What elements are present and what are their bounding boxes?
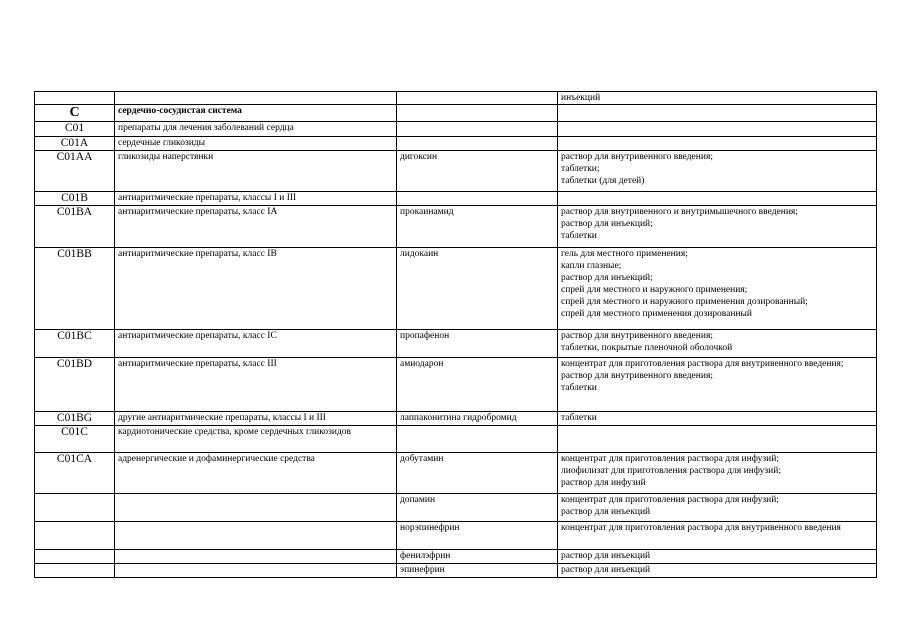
- group-name-cell: антиаритмические препараты, класс IC: [115, 330, 397, 358]
- dosage-forms-cell: [558, 192, 877, 206]
- group-name-cell: антиаритмические препараты, класс IA: [115, 206, 397, 248]
- dosage-form-line: раствор для инфузий: [561, 478, 646, 488]
- dosage-forms-cell: [558, 358, 877, 412]
- atc-code-cell: C01BA: [35, 206, 115, 248]
- atc-code-cell: [35, 92, 115, 105]
- dosage-forms-cell: [558, 151, 877, 192]
- group-name-cell: [115, 92, 397, 105]
- dosage-form-line: раствор для внутривенного введения;: [561, 331, 713, 341]
- dosage-forms-cell: [558, 206, 877, 248]
- drug-name-cell: [397, 192, 558, 206]
- group-name-cell: адренергические и дофаминергические средства: [115, 453, 397, 494]
- table-row: [35, 122, 877, 137]
- dosage-form-line: таблетки: [561, 383, 597, 393]
- table-row: [35, 453, 877, 494]
- dosage-form-line: спрей для местного и наружного применения дозированный;: [561, 297, 808, 307]
- atc-code-cell: C01BG: [35, 412, 115, 426]
- table-row: [35, 412, 877, 426]
- dosage-form-line: раствор для инъекций;: [561, 219, 653, 229]
- dosage-forms-cell: [558, 330, 877, 358]
- dosage-forms-cell: [558, 412, 877, 426]
- dosage-form-line: концентрат для приготовления раствора для инфузий;: [561, 495, 779, 505]
- atc-code-cell: [35, 494, 115, 522]
- drug-name-cell: пропафенон: [397, 330, 558, 358]
- dosage-form-line: раствор для внутривенного введения;: [561, 152, 713, 162]
- drug-classification-table: [34, 91, 877, 578]
- group-name-cell: кардиотонические средства, кроме сердечных гликозидов: [115, 426, 397, 453]
- table-row: [35, 522, 877, 550]
- dosage-form-line: лиофилизат для приготовления раствора для инфузий;: [561, 466, 781, 476]
- atc-code-cell: C01B: [35, 192, 115, 206]
- dosage-form-line: раствор для инъекций: [561, 565, 651, 575]
- dosage-forms-cell: [558, 453, 877, 494]
- dosage-forms-cell: [558, 122, 877, 137]
- dosage-form-line: спрей для местного применения дозированный: [561, 309, 752, 319]
- group-name-cell: [115, 522, 397, 550]
- dosage-form-line: таблетки (для детей): [561, 176, 645, 186]
- drug-name-cell: [397, 122, 558, 137]
- drug-name-cell: лаппаконитина гидробромид: [397, 412, 558, 426]
- drug-name-cell: прокаинамид: [397, 206, 558, 248]
- dosage-form-line: раствор для инъекций;: [561, 273, 653, 283]
- dosage-form-line: таблетки, покрытые пленочной оболочкой: [561, 343, 733, 353]
- group-name-cell: антиаритмические препараты, классы I и III: [115, 192, 397, 206]
- table-row: [35, 206, 877, 248]
- dosage-form-line: таблетки;: [561, 164, 600, 174]
- dosage-form-line: гель для местного применения;: [561, 249, 688, 259]
- atc-code-cell: [35, 550, 115, 564]
- atc-code-cell: C01C: [35, 426, 115, 453]
- atc-code-cell: C01BC: [35, 330, 115, 358]
- group-name-cell: сердечные гликозиды: [115, 137, 397, 151]
- drug-name-cell: дигоксин: [397, 151, 558, 192]
- drug-name-cell: [397, 426, 558, 453]
- dosage-form-line: инъекций: [561, 93, 601, 103]
- table-row: [35, 330, 877, 358]
- dosage-form-line: капли глазные;: [561, 261, 622, 271]
- table-body: [35, 92, 877, 578]
- table-row: [35, 151, 877, 192]
- dosage-forms-cell: [558, 92, 877, 105]
- atc-code-cell: C01AA: [35, 151, 115, 192]
- drug-name-cell: амиодарон: [397, 358, 558, 412]
- dosage-form-line: раствор для инъекций: [561, 551, 651, 561]
- dosage-forms-cell: [558, 522, 877, 550]
- atc-code-cell: [35, 564, 115, 578]
- dosage-form-line: спрей для местного и наружного применения;: [561, 285, 748, 295]
- group-name-cell: сердечно-сосудистая система: [115, 105, 397, 122]
- dosage-forms-cell: [558, 105, 877, 122]
- atc-code-cell: C01BB: [35, 248, 115, 330]
- dosage-form-line: концентрат для приготовления раствора для внутривенного введения;: [561, 359, 844, 369]
- group-name-cell: антиаритмические препараты, класс III: [115, 358, 397, 412]
- atc-code-cell: C01BD: [35, 358, 115, 412]
- drug-name-cell: [397, 137, 558, 151]
- atc-code-cell: [35, 522, 115, 550]
- atc-code-cell: C01: [35, 122, 115, 137]
- atc-code-cell: С: [35, 105, 115, 122]
- group-name-cell: [115, 564, 397, 578]
- drug-name-cell: норэпинефрин: [397, 522, 558, 550]
- table-row: [35, 105, 877, 122]
- table-row: [35, 192, 877, 206]
- group-name-cell: другие антиаритмические препараты, классы I и III: [115, 412, 397, 426]
- table-row: [35, 358, 877, 412]
- dosage-forms-cell: [558, 248, 877, 330]
- table-row: [35, 137, 877, 151]
- drug-name-cell: допамин: [397, 494, 558, 522]
- dosage-forms-cell: [558, 550, 877, 564]
- group-name-cell: [115, 494, 397, 522]
- dosage-form-line: концентрат для приготовления раствора для инфузий;: [561, 454, 779, 464]
- drug-name-cell: добутамин: [397, 453, 558, 494]
- group-name-cell: препараты для лечения заболеваний сердца: [115, 122, 397, 137]
- drug-name-cell: [397, 105, 558, 122]
- dosage-forms-cell: [558, 137, 877, 151]
- table-row: [35, 92, 877, 105]
- table-row: [35, 248, 877, 330]
- dosage-form-line: раствор для внутривенного и внутримышечного введения;: [561, 207, 798, 217]
- atc-code-cell: C01CA: [35, 453, 115, 494]
- dosage-form-line: раствор для внутривенного введения;: [561, 371, 713, 381]
- dosage-forms-cell: [558, 564, 877, 578]
- table-row: [35, 426, 877, 453]
- dosage-form-line: раствор для инъекций: [561, 507, 651, 517]
- group-name-cell: антиаритмические препараты, класс IB: [115, 248, 397, 330]
- drug-name-cell: фенилэфрин: [397, 550, 558, 564]
- dosage-form-line: концентрат для приготовления раствора для внутривенного введения: [561, 523, 841, 533]
- dosage-forms-cell: [558, 426, 877, 453]
- drug-name-cell: лидокаин: [397, 248, 558, 330]
- table-row: [35, 550, 877, 564]
- group-name-cell: гликозиды наперстянки: [115, 151, 397, 192]
- group-name-cell: [115, 550, 397, 564]
- table-row: [35, 494, 877, 522]
- drug-name-cell: [397, 92, 558, 105]
- atc-code-cell: C01A: [35, 137, 115, 151]
- dosage-form-line: таблетки: [561, 231, 597, 241]
- dosage-form-line: таблетки: [561, 413, 597, 423]
- dosage-forms-cell: [558, 494, 877, 522]
- drug-name-cell: эпинефрин: [397, 564, 558, 578]
- table-row: [35, 564, 877, 578]
